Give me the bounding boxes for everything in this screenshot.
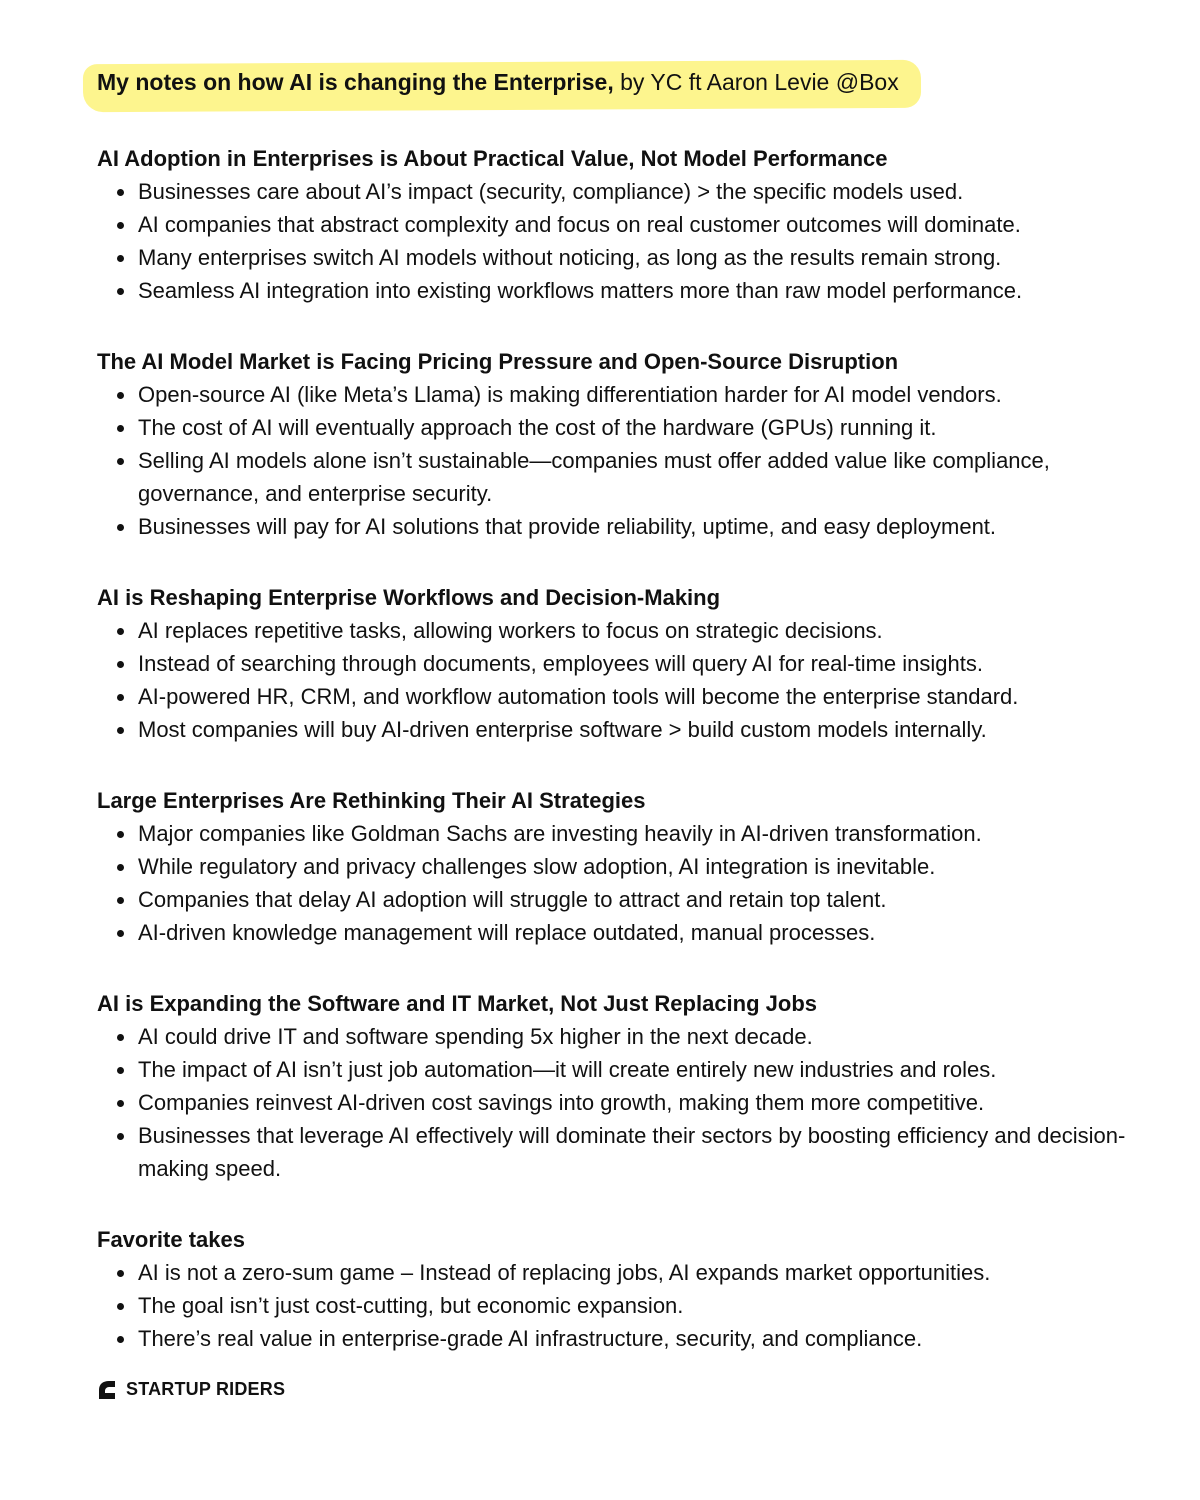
- list-item: [97, 175, 1137, 208]
- list-item-text: Instead of searching through documents, employees will query AI for real-time insights.: [138, 651, 983, 676]
- list-item-text: While regulatory and privacy challenges slow adoption, AI integration is inevitable.: [138, 854, 936, 879]
- list-item: [97, 1020, 1137, 1053]
- list-item-text: The impact of AI isn’t just job automation—it will create entirely new industries and roles.: [138, 1057, 997, 1082]
- section: [97, 345, 1137, 543]
- list-item-text: There’s real value in enterprise-grade AI infrastructure, security, and compliance.: [138, 1326, 923, 1351]
- section: [97, 581, 1137, 746]
- section-heading: AI is Reshaping Enterprise Workflows and Decision-Making: [97, 585, 721, 610]
- list-item: [97, 1119, 1137, 1185]
- brand-name: STARTUP RIDERS: [126, 1379, 286, 1399]
- bullet-icon: [117, 930, 124, 937]
- list-item-text: AI-driven knowledge management will replace outdated, manual processes.: [138, 920, 876, 945]
- bullet-list: [97, 175, 1137, 307]
- title-subtitle: by YC ft Aaron Levie @Box: [620, 69, 899, 95]
- bullet-icon: [117, 392, 124, 399]
- list-item-text: AI is not a zero-sum game – Instead of replacing jobs, AI expands market opportunities.: [138, 1260, 991, 1285]
- list-item-text: Companies that delay AI adoption will struggle to attract and retain top talent.: [138, 887, 887, 912]
- bullet-icon: [117, 1270, 124, 1277]
- bullet-icon: [117, 897, 124, 904]
- list-item-text: AI replaces repetitive tasks, allowing workers to focus on strategic decisions.: [138, 618, 883, 643]
- bullet-icon: [117, 425, 124, 432]
- document-page: [97, 60, 1137, 1355]
- bullet-icon: [117, 1303, 124, 1310]
- section-heading: Favorite takes: [97, 1227, 245, 1252]
- section-heading: The AI Model Market is Facing Pricing Pressure and Open-Source Disruption: [97, 349, 899, 374]
- startup-riders-logo-icon: [97, 1380, 117, 1400]
- list-item-text: AI-powered HR, CRM, and workflow automation tools will become the enterprise standard.: [138, 684, 1019, 709]
- notes-sections: [97, 142, 1137, 1355]
- bullet-list: [97, 1020, 1137, 1185]
- list-item-text: Businesses will pay for AI solutions that provide reliability, uptime, and easy deployment.: [138, 514, 997, 539]
- page-title: [85, 60, 899, 104]
- list-item-text: Companies reinvest AI-driven cost savings into growth, making them more competitive.: [138, 1090, 985, 1115]
- list-item-text: Selling AI models alone isn’t sustainable—companies must offer added value like compliance, governance, and enterprise security.: [138, 448, 1050, 506]
- list-item: [97, 1322, 1137, 1355]
- title-bold: My notes on how AI is changing the Enterprise,: [97, 69, 614, 95]
- list-item: [97, 1053, 1137, 1086]
- bullet-icon: [117, 864, 124, 871]
- bullet-icon: [117, 831, 124, 838]
- section-heading: AI Adoption in Enterprises is About Practical Value, Not Model Performance: [97, 146, 888, 171]
- footer-brand: [97, 1379, 285, 1400]
- bullet-list: [97, 817, 1137, 949]
- list-item-text: Open-source AI (like Meta’s Llama) is making differentiation harder for AI model vendors.: [138, 382, 1002, 407]
- bullet-icon: [117, 222, 124, 229]
- bullet-icon: [117, 1133, 124, 1140]
- bullet-icon: [117, 661, 124, 668]
- section: [97, 987, 1137, 1185]
- list-item: [97, 510, 1137, 543]
- bullet-icon: [117, 1034, 124, 1041]
- title-block: [85, 60, 899, 104]
- list-item: [97, 411, 1137, 444]
- list-item-text: The goal isn’t just cost-cutting, but economic expansion.: [138, 1293, 684, 1318]
- list-item: [97, 680, 1137, 713]
- section: [97, 784, 1137, 949]
- list-item-text: Seamless AI integration into existing workflows matters more than raw model performance.: [138, 278, 1023, 303]
- list-item: [97, 1256, 1137, 1289]
- list-item: [97, 647, 1137, 680]
- bullet-icon: [117, 255, 124, 262]
- list-item-text: Major companies like Goldman Sachs are investing heavily in AI-driven transformation.: [138, 821, 982, 846]
- list-item: [97, 208, 1137, 241]
- bullet-icon: [117, 1067, 124, 1074]
- list-item-text: Businesses care about AI’s impact (security, compliance) > the specific models used.: [138, 179, 964, 204]
- list-item-text: AI companies that abstract complexity and focus on real customer outcomes will dominate.: [138, 212, 1021, 237]
- list-item: [97, 1086, 1137, 1119]
- bullet-icon: [117, 727, 124, 734]
- list-item: [97, 713, 1137, 746]
- bullet-list: [97, 614, 1137, 746]
- bullet-list: [97, 1256, 1137, 1355]
- list-item: [97, 378, 1137, 411]
- bullet-list: [97, 378, 1137, 543]
- list-item: [97, 1289, 1137, 1322]
- bullet-icon: [117, 694, 124, 701]
- list-item: [97, 274, 1137, 307]
- section-heading: Large Enterprises Are Rethinking Their AI Strategies: [97, 788, 646, 813]
- list-item: [97, 444, 1137, 510]
- list-item: [97, 614, 1137, 647]
- list-item-text: Businesses that leverage AI effectively will dominate their sectors by boosting efficiency and decision-making speed.: [138, 1123, 1126, 1181]
- bullet-icon: [117, 1336, 124, 1343]
- list-item-text: The cost of AI will eventually approach the cost of the hardware (GPUs) running it.: [138, 415, 937, 440]
- list-item: [97, 850, 1137, 883]
- section: [97, 1223, 1137, 1355]
- bullet-icon: [117, 458, 124, 465]
- bullet-icon: [117, 288, 124, 295]
- list-item: [97, 817, 1137, 850]
- list-item-text: Many enterprises switch AI models without noticing, as long as the results remain strong.: [138, 245, 1002, 270]
- bullet-icon: [117, 524, 124, 531]
- bullet-icon: [117, 1100, 124, 1107]
- list-item: [97, 241, 1137, 274]
- list-item-text: Most companies will buy AI-driven enterprise software > build custom models internally.: [138, 717, 987, 742]
- section-heading: AI is Expanding the Software and IT Market, Not Just Replacing Jobs: [97, 991, 818, 1016]
- list-item: [97, 883, 1137, 916]
- section: [97, 142, 1137, 307]
- list-item: [97, 916, 1137, 949]
- bullet-icon: [117, 628, 124, 635]
- list-item-text: AI could drive IT and software spending 5x higher in the next decade.: [138, 1024, 813, 1049]
- bullet-icon: [117, 189, 124, 196]
